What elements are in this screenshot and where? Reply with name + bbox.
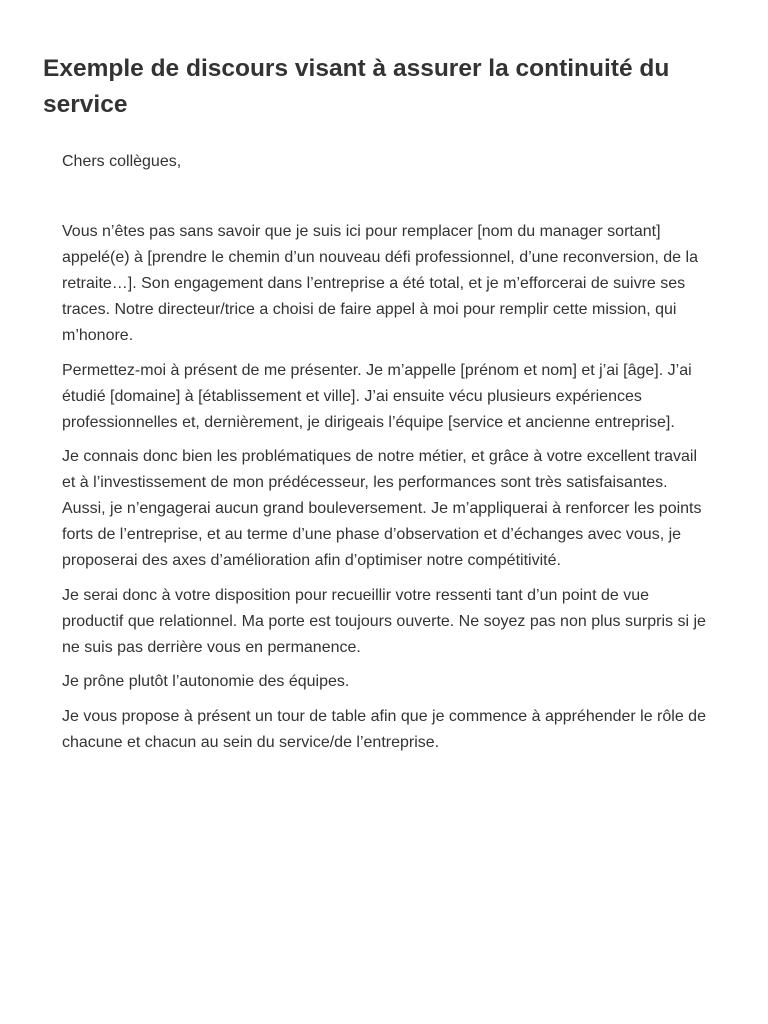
paragraph-3: Je connais donc bien les problématiques de notre métier, et grâce à votre excellent travail et à l’investissement de mon prédécesseur, les performances sont très satisfaisantes. Aussi, je n’engagerai aucun grand bouleversement. Je m’appliquerai à renforcer les points forts de l’entreprise, et au terme d’une phase d’observation et d’échanges avec vous, je proposerai des axes d’amélioration afin d’optimiser notre compétitivité. [62,448,702,570]
paragraph-2: Permettez-moi à présent de me présenter. Je m’appelle [prénom et nom] et j’ai [âge]. J’ai étudié [domaine] à [établissement et ville]. J’ai ensuite vécu plusieurs expériences professionnelles et, dernièrement, je dirigeais l’équipe [service et ancienne entreprise]. [62,361,692,431]
paragraph-1: Vous n’êtes pas sans savoir que je suis ici pour remplacer [nom du manager sortant] appelé(e) à [prendre le chemin d’un nouveau défi professionnel, d’une reconversion, de la retraite…]. Son engagement dans l’entreprise a été total, et je m’efforcerai de suivre ses traces. Notre directeur/trice a choisi de faire appel à moi pour remplir cette mission, qui m’honore. [62,223,698,344]
paragraph-6: Je vous propose à présent un tour de table afin que je commence à appréhender le rôle de chacune et chacun au sein du service/de l’entreprise. [62,707,706,751]
document-title: Exemple de discours visant à assurer la continuité du service [43,55,670,118]
letter-body [62,149,714,765]
greeting: Chers collègues, [62,153,182,170]
paragraph-5: Je prône plutôt l’autonomie des équipes. [62,673,350,691]
paragraph-4: Je serai donc à votre disposition pour recueillir votre ressenti tant d’un point de vue productif que relationnel. Ma porte est toujours ouverte. Ne soyez pas non plus surpris si je ne suis pas derrière vous en permanence. [62,586,706,656]
